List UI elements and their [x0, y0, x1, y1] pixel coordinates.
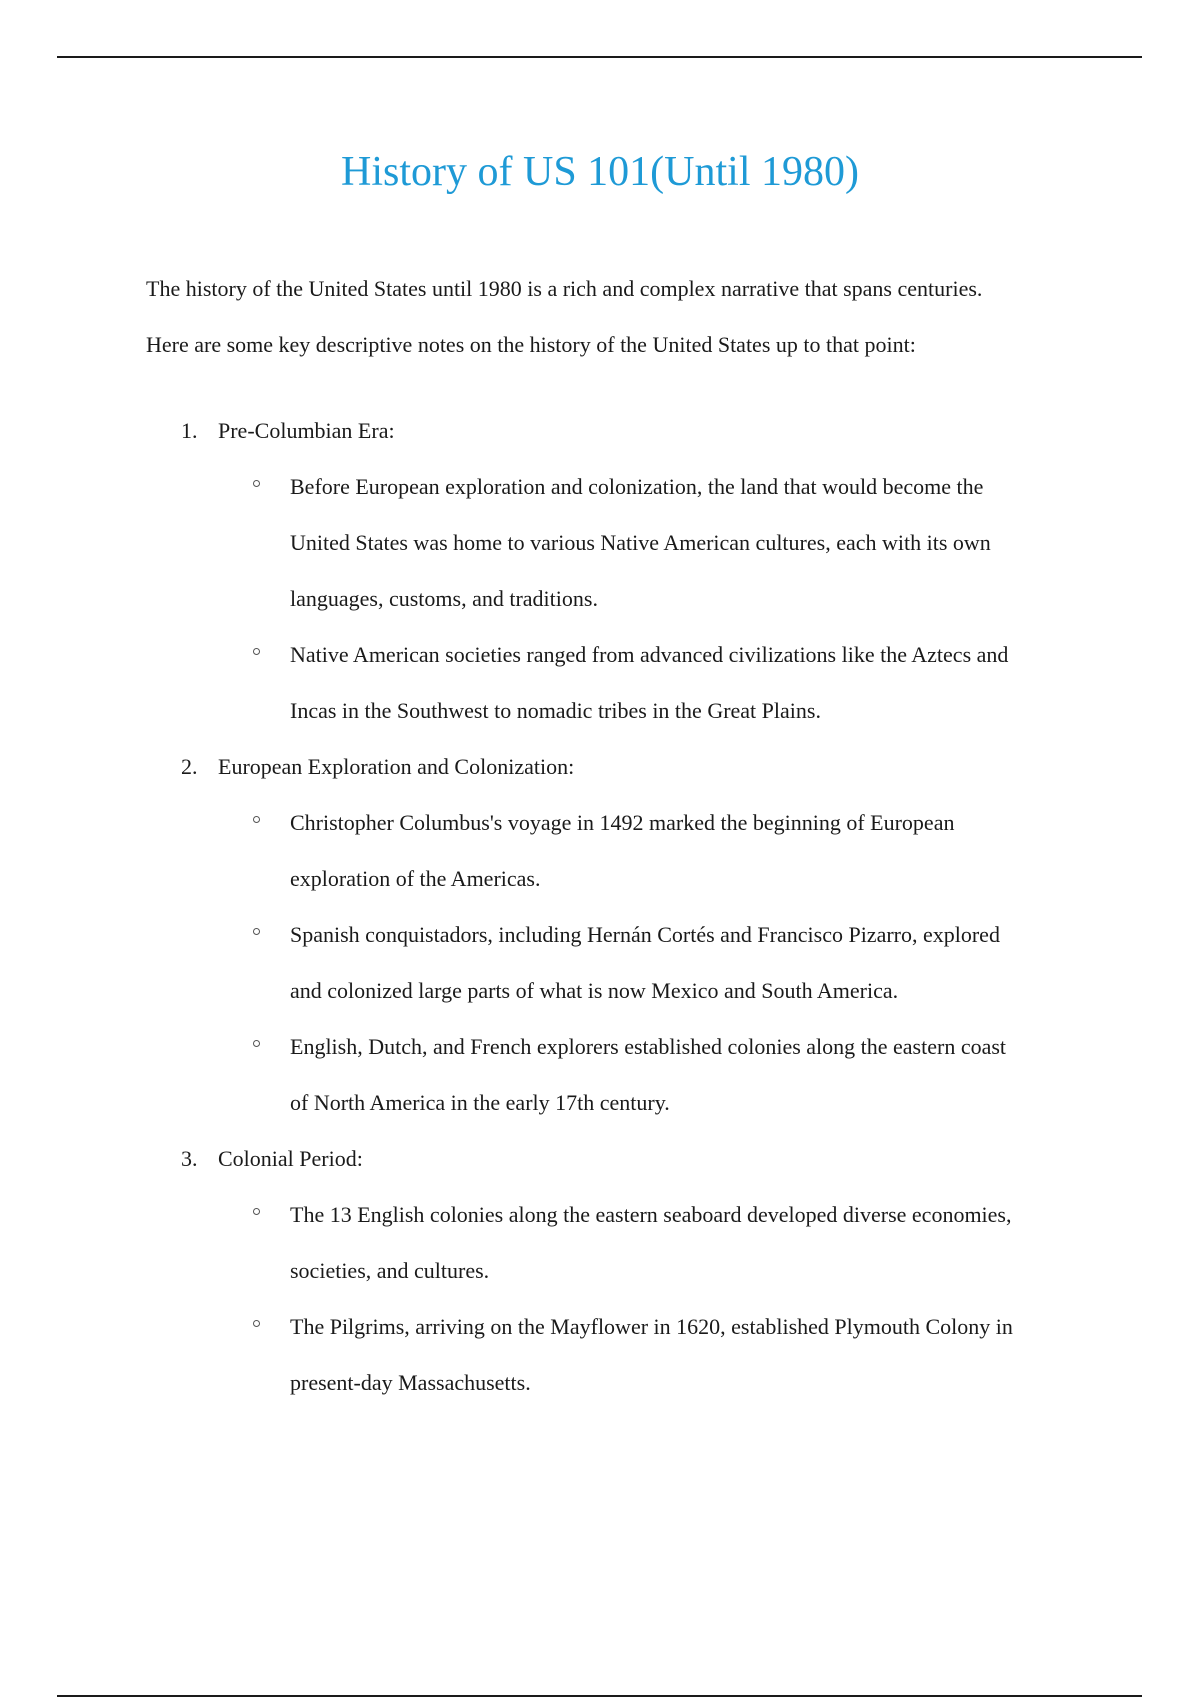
intro-line: The history of the United States until 1980 is a rich and complex narrative that spans centuries. — [146, 276, 983, 301]
section-item — [0, 739, 1200, 1131]
bullet-line: Spanish conquistadors, including Hernán Cortés and Francisco Pizarro, explored — [290, 922, 1000, 947]
bullet-item — [0, 1299, 1090, 1411]
intro-paragraph — [146, 261, 1126, 373]
bullet-line: languages, customs, and traditions. — [290, 586, 598, 611]
bullet-line: societies, and cultures. — [290, 1258, 490, 1283]
bullet-line: The 13 English colonies along the eastern seaboard developed diverse economies, — [290, 1202, 1012, 1227]
bullet-line: Native American societies ranged from advanced civilizations like the Aztecs and — [290, 642, 1009, 667]
bullet-text — [290, 459, 1090, 627]
circle-bullet-icon — [253, 1208, 260, 1215]
bullet-list — [0, 795, 1200, 1131]
intro-line: Here are some key descriptive notes on the history of the United States up to that point: — [146, 332, 916, 357]
bullet-line: present-day Massachusetts. — [290, 1370, 531, 1395]
bullet-item — [0, 1187, 1090, 1299]
bullet-text — [290, 1019, 1090, 1131]
bullet-line: English, Dutch, and French explorers established colonies along the eastern coast — [290, 1034, 1007, 1059]
bullet-text — [290, 627, 1090, 739]
bullet-item — [0, 627, 1090, 739]
bullet-text — [290, 795, 1090, 907]
section-label: European Exploration and Colonization: — [218, 754, 575, 779]
bullet-line: Christopher Columbus's voyage in 1492 marked the beginning of European — [290, 810, 955, 835]
section-number: 1. — [181, 418, 198, 443]
bullet-item — [0, 459, 1090, 627]
circle-bullet-icon — [253, 648, 260, 655]
circle-bullet-icon — [253, 1040, 260, 1047]
section-item — [0, 1131, 1200, 1411]
bullet-line: and colonized large parts of what is now Mexico and South America. — [290, 978, 899, 1003]
section-list — [0, 403, 1200, 1411]
bullet-list — [0, 459, 1200, 739]
page-title: History of US 101(Until 1980) — [341, 149, 859, 195]
section-item — [0, 403, 1200, 739]
section-number: 3. — [181, 1146, 198, 1171]
section-heading — [0, 403, 1200, 459]
bullet-line: of North America in the early 17th century. — [290, 1090, 670, 1115]
section-heading — [0, 739, 1200, 795]
section-heading — [0, 1131, 1200, 1187]
circle-bullet-icon — [253, 1320, 260, 1327]
bullet-item — [0, 1019, 1090, 1131]
section-number: 2. — [181, 754, 198, 779]
bullet-line: exploration of the Americas. — [290, 866, 541, 891]
circle-bullet-icon — [253, 480, 260, 487]
section-label: Colonial Period: — [218, 1146, 363, 1171]
bullet-text — [290, 1299, 1090, 1411]
top-rule — [57, 56, 1142, 58]
bullet-text — [290, 1187, 1090, 1299]
bullet-line: United States was home to various Native American cultures, each with its own — [290, 530, 991, 555]
bottom-rule — [57, 1695, 1142, 1697]
bullet-line: Incas in the Southwest to nomadic tribes in the Great Plains. — [290, 698, 821, 723]
bullet-text — [290, 907, 1090, 1019]
circle-bullet-icon — [253, 928, 260, 935]
bullet-line: Before European exploration and colonization, the land that would become the — [290, 474, 984, 499]
bullet-item — [0, 795, 1090, 907]
circle-bullet-icon — [253, 816, 260, 823]
bullet-list — [0, 1187, 1200, 1411]
section-label: Pre-Columbian Era: — [218, 418, 395, 443]
bullet-item — [0, 907, 1090, 1019]
bullet-line: The Pilgrims, arriving on the Mayflower in 1620, established Plymouth Colony in — [290, 1314, 1013, 1339]
